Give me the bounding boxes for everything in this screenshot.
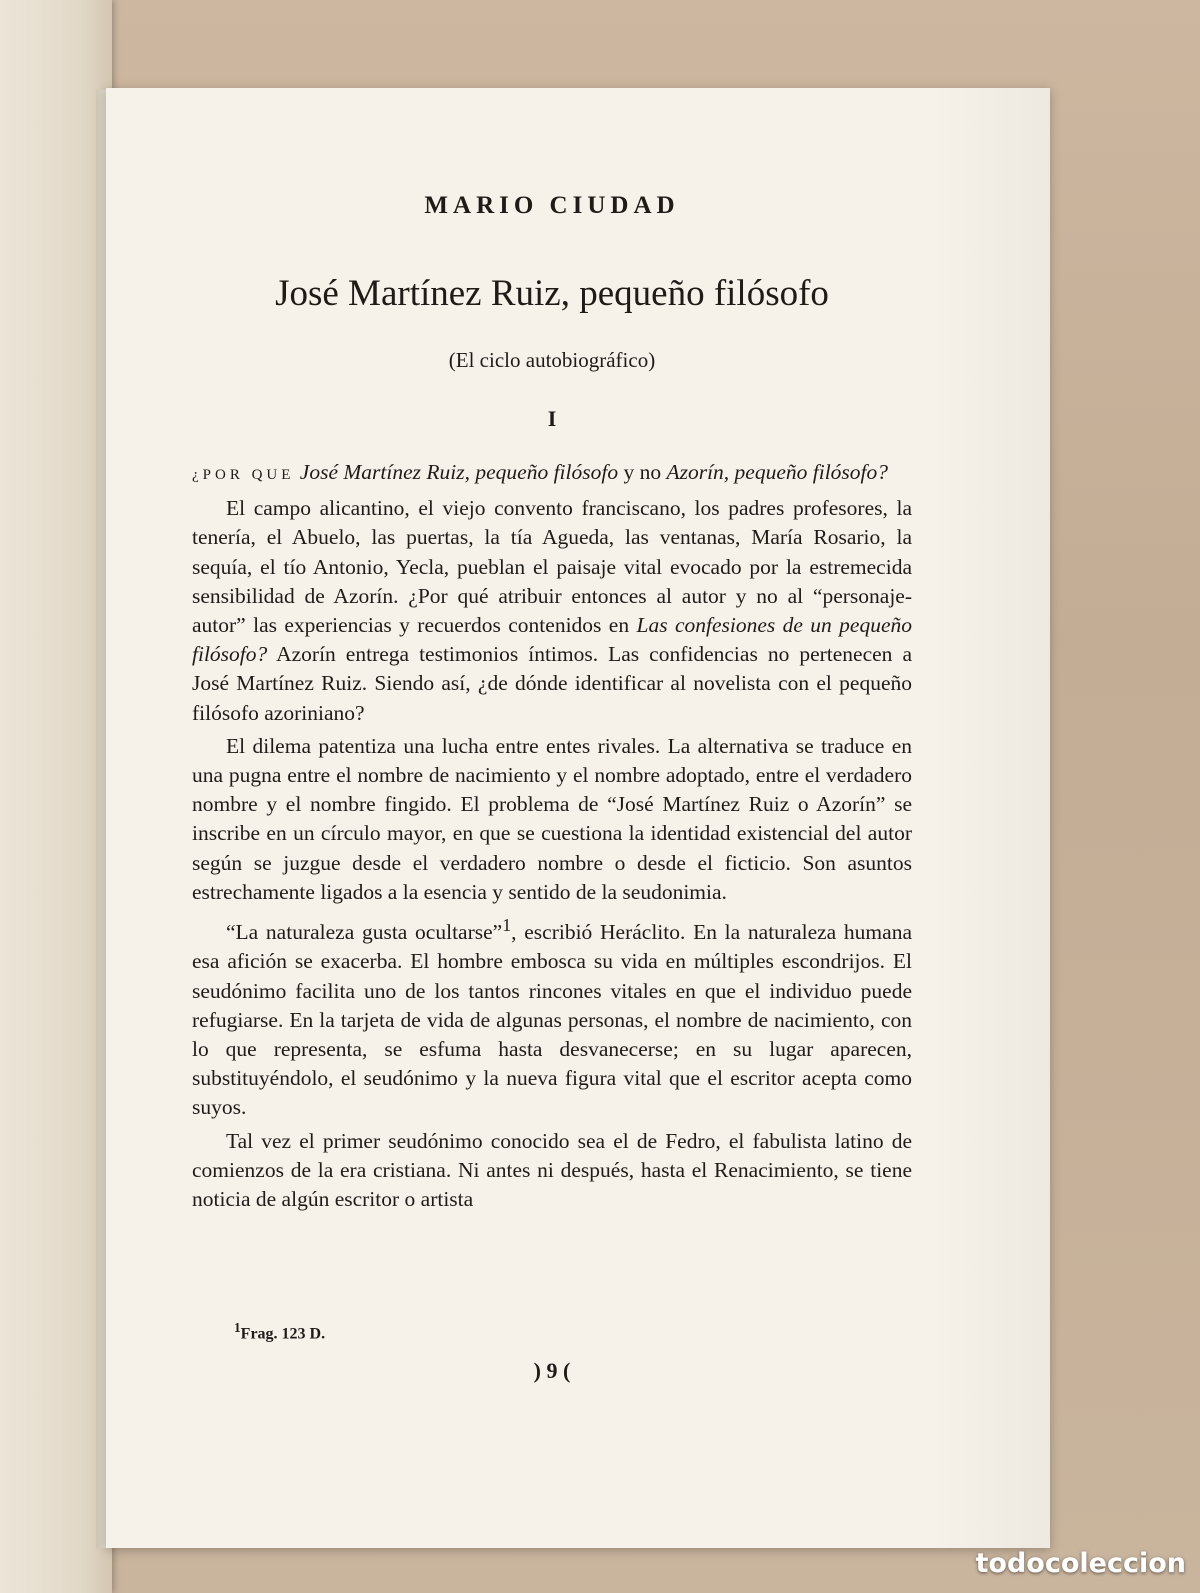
paragraph-text: El campo alicantino, el viejo convento franciscano, los padres profesores, la tenería, el Abuelo, las puertas, la tía Agueda, las ventanas, María Rosario, la sequía, el tío Antonio, Yecla, pueblan el paisaje vital evocado por la estremecida sensibilidad de Azorín. ¿Por qué atribuir entonces al autor y no al “personaje-autor” las experiencias y recuerdos contenidos en [192, 496, 912, 638]
paragraph-2 [192, 494, 912, 728]
watermark: todocoleccion [975, 1548, 1186, 1579]
chapter-subtitle: (El ciclo autobiográfico) [448, 348, 656, 372]
italic-book-title: Las confesiones de un pequeño filósofo? [192, 613, 913, 667]
section-number: I [547, 406, 557, 431]
quotation: “La naturaleza gusta ocultarse” [226, 920, 503, 945]
footnote-mark: 1 [234, 1320, 241, 1335]
page-shadow [930, 88, 1050, 1548]
footnote [234, 1320, 325, 1343]
footnote-text: Frag. 123 D. [240, 1325, 326, 1343]
paragraph-1 [192, 458, 912, 490]
paragraph-text: y no [623, 460, 662, 484]
book-page [106, 88, 1050, 1548]
paragraph-3: El dilema patentiza una lucha entre entes rivales. La alternativa se traduce en una pugna entre el nombre de nacimiento y el nombre adoptado, entre el verdadero nombre y el nombre fingido. El problema de “José Martínez Ruiz o Azorín” se inscribe en un círculo mayor, en que se cuestiona la identidad existencial del autor según se juzgue desde el verdadero nombre o desde el ficticio. Son asuntos estrechamente ligados a la esencia y sentido de la seudonimia. [192, 733, 912, 904]
paragraph-text: Azorín entrega testimonios íntimos. Las confidencias no pertenecen a José Martínez Ruiz. Siendo así, ¿de dónde identificar al novelista con el pequeño filósofo azoriniano? [192, 642, 912, 725]
paragraph-4 [192, 911, 912, 1123]
chapter-title: José Martínez Ruiz, pequeño filósofo [275, 273, 829, 314]
paragraph-text: , escribió Heráclito. En la naturaleza humana esa afición se exacerba. El hombre embosca su vida en múltiples escondrijos. El seudónimo facilita uno de los tantos rincones vitales en que el individuo puede refugiarse. En la tarjeta de vida de algunas personas, el nombre de nacimiento, con lo que representa, se esfuma hasta desvanecerse; en su lugar aparecen, substituyéndolo, el seudónimo y la nueva figura vital que el escritor acepta como suyos. [192, 920, 912, 1120]
body-text [192, 458, 912, 1214]
paragraph-5: Tal vez el primer seudónimo conocido sea el de Fedro, el fabulista latino de comienzos de la era cristiana. Ni antes ni después, hasta el Renacimiento, se tiene noticia de algún escritor o artista [192, 1128, 912, 1212]
page-number: ) 9 ( [533, 1358, 571, 1383]
author-name: MARIO CIUDAD [424, 192, 680, 219]
italic-title-1: José Martínez Ruiz, pequeño filósofo [299, 460, 619, 484]
footnote-reference: 1 [502, 915, 512, 936]
paragraph-lead: ¿POR QUE [192, 467, 295, 483]
italic-title-2: Azorín, pequeño filósofo? [666, 460, 889, 484]
